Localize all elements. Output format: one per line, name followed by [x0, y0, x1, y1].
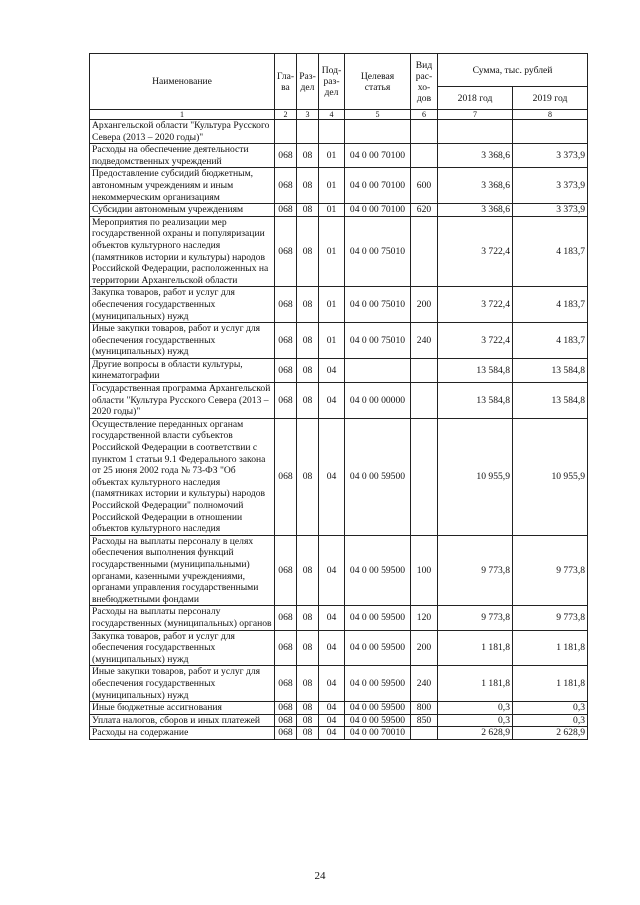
row-section: 08	[297, 606, 319, 630]
table-row	[90, 287, 588, 323]
table-row	[90, 418, 588, 535]
row-sum-2018: 9 773,8	[438, 606, 513, 630]
row-section: 08	[297, 383, 319, 419]
row-sum-2018: 3 368,6	[438, 168, 513, 204]
column-number: 6	[411, 110, 438, 120]
row-chapter: 068	[275, 287, 297, 323]
table-body	[90, 110, 588, 740]
row-expense-type: 100	[411, 535, 438, 606]
table-row	[90, 216, 588, 287]
row-sum-2019: 4 183,7	[513, 287, 588, 323]
table-row	[90, 120, 588, 144]
row-section: 08	[297, 727, 319, 740]
row-name: Архангельской области "Культура Русского Севера (2013 – 2020 годы)"	[90, 120, 275, 144]
row-name: Расходы на выплаты персоналу государственных (муниципальных) органов	[90, 606, 275, 630]
table-row	[90, 204, 588, 217]
row-name: Предоставление субсидий бюджетным, автономным учреждениям и иным некоммерческим организациям	[90, 168, 275, 204]
row-name: Субсидии автономным учреждениям	[90, 204, 275, 217]
row-expense-type	[411, 383, 438, 419]
row-chapter: 068	[275, 606, 297, 630]
row-expense-type: 240	[411, 666, 438, 702]
table-row	[90, 383, 588, 419]
table-row	[90, 358, 588, 382]
row-section	[297, 120, 319, 144]
row-name: Иные закупки товаров, работ и услуг для обеспечения государственных (муниципальных) нужд	[90, 323, 275, 359]
column-number: 5	[345, 110, 411, 120]
row-section: 08	[297, 702, 319, 715]
row-sum-2018: 9 773,8	[438, 535, 513, 606]
row-chapter: 068	[275, 630, 297, 666]
budget-table	[89, 53, 588, 740]
row-sum-2018: 3 722,4	[438, 216, 513, 287]
row-chapter: 068	[275, 666, 297, 702]
header-glava: Гла-ва	[275, 54, 297, 110]
page-number: 24	[314, 870, 326, 882]
row-sum-2018: 13 584,8	[438, 358, 513, 382]
row-sum-2019: 3 373,9	[513, 168, 588, 204]
row-chapter: 068	[275, 323, 297, 359]
column-number: 1	[90, 110, 275, 120]
row-target-article: 04 0 00 70100	[345, 204, 411, 217]
column-number: 7	[438, 110, 513, 120]
row-sum-2018: 1 181,8	[438, 666, 513, 702]
row-expense-type	[411, 358, 438, 382]
row-expense-type: 600	[411, 168, 438, 204]
row-expense-type: 200	[411, 287, 438, 323]
row-target-article: 04 0 00 59500	[345, 418, 411, 535]
row-sum-2018: 0,3	[438, 702, 513, 715]
row-subsection: 04	[319, 358, 345, 382]
row-section: 08	[297, 204, 319, 217]
row-subsection: 01	[319, 216, 345, 287]
row-sum-2019: 0,3	[513, 702, 588, 715]
row-target-article: 04 0 00 59500	[345, 714, 411, 727]
column-number: 8	[513, 110, 588, 120]
row-subsection: 04	[319, 630, 345, 666]
row-sum-2018: 10 955,9	[438, 418, 513, 535]
row-sum-2019: 9 773,8	[513, 606, 588, 630]
row-chapter: 068	[275, 144, 297, 168]
row-chapter: 068	[275, 216, 297, 287]
row-subsection: 04	[319, 606, 345, 630]
row-sum-2019: 3 373,9	[513, 144, 588, 168]
header-year-2018: 2018 год	[438, 87, 513, 110]
row-section: 08	[297, 630, 319, 666]
row-expense-type: 200	[411, 630, 438, 666]
header-razdel: Раз-дел	[297, 54, 319, 110]
row-expense-type	[411, 120, 438, 144]
row-chapter	[275, 120, 297, 144]
row-name: Государственная программа Архангельской области "Культура Русского Севера (2013 – 2020 годы)"	[90, 383, 275, 419]
row-sum-2019	[513, 120, 588, 144]
row-target-article	[345, 358, 411, 382]
row-section: 08	[297, 535, 319, 606]
header-target: Целевая статья	[345, 54, 411, 110]
column-number: 4	[319, 110, 345, 120]
header-sum: Сумма, тыс. рублей	[438, 54, 588, 87]
table-row	[90, 144, 588, 168]
row-name: Расходы на выплаты персоналу в целях обеспечения выполнения функций государственными (муниципальными) органами, казенными учреждениями, органами управления государственными внебюджетными фондами	[90, 535, 275, 606]
row-subsection	[319, 120, 345, 144]
row-sum-2018: 0,3	[438, 714, 513, 727]
row-expense-type: 850	[411, 714, 438, 727]
row-section: 08	[297, 323, 319, 359]
row-subsection: 01	[319, 144, 345, 168]
row-target-article: 04 0 00 70100	[345, 168, 411, 204]
row-expense-type	[411, 144, 438, 168]
row-section: 08	[297, 418, 319, 535]
row-sum-2019: 3 373,9	[513, 204, 588, 217]
row-name: Мероприятия по реализации мер государственной охраны и популяризации объектов культурного наследия (памятников истории и культуры) народов Российской Федерации, расположенных на территории Архангельской области	[90, 216, 275, 287]
row-sum-2018: 3 722,4	[438, 287, 513, 323]
column-number: 3	[297, 110, 319, 120]
row-target-article: 04 0 00 59500	[345, 702, 411, 715]
row-sum-2019: 10 955,9	[513, 418, 588, 535]
row-name: Уплата налогов, сборов и иных платежей	[90, 714, 275, 727]
row-chapter: 068	[275, 535, 297, 606]
row-chapter: 068	[275, 418, 297, 535]
table-row	[90, 323, 588, 359]
row-name: Закупка товаров, работ и услуг для обеспечения государственных (муниципальных) нужд	[90, 287, 275, 323]
header-year-2019: 2019 год	[513, 87, 588, 110]
row-subsection: 04	[319, 666, 345, 702]
row-expense-type	[411, 727, 438, 740]
table-row	[90, 714, 588, 727]
row-target-article: 04 0 00 75010	[345, 216, 411, 287]
table-row	[90, 168, 588, 204]
row-subsection: 04	[319, 727, 345, 740]
header-vid: Вид рас-хо-дов	[411, 54, 438, 110]
row-subsection: 01	[319, 323, 345, 359]
row-name: Осуществление переданных органам государственной власти субъектов Российской Федерации в соответствии с пунктом 1 статьи 9.1 Федерального закона от 25 июня 2002 года № 73-ФЗ "Об объектах культурного наследия (памятниках истории и культуры) народов Российской Федерации" полномочий Российской Федерации в отношении объектов культурного наследия	[90, 418, 275, 535]
row-target-article: 04 0 00 59500	[345, 535, 411, 606]
table-row	[90, 702, 588, 715]
row-name: Расходы на обеспечение деятельности подведомственных учреждений	[90, 144, 275, 168]
column-number-row	[90, 110, 588, 120]
row-name: Иные бюджетные ассигнования	[90, 702, 275, 715]
row-sum-2019: 13 584,8	[513, 383, 588, 419]
row-chapter: 068	[275, 727, 297, 740]
header-name: Наименование	[90, 54, 275, 110]
row-sum-2019: 13 584,8	[513, 358, 588, 382]
row-sum-2018: 3 368,6	[438, 204, 513, 217]
row-section: 08	[297, 358, 319, 382]
row-sum-2019: 0,3	[513, 714, 588, 727]
row-name: Иные закупки товаров, работ и услуг для обеспечения государственных (муниципальных) нужд	[90, 666, 275, 702]
row-subsection: 01	[319, 204, 345, 217]
row-sum-2018: 13 584,8	[438, 383, 513, 419]
row-subsection: 01	[319, 168, 345, 204]
row-target-article: 04 0 00 75010	[345, 287, 411, 323]
row-sum-2018: 2 628,9	[438, 727, 513, 740]
table-row	[90, 535, 588, 606]
row-target-article	[345, 120, 411, 144]
row-expense-type	[411, 418, 438, 535]
row-sum-2018: 3 368,6	[438, 144, 513, 168]
row-sum-2019: 1 181,8	[513, 666, 588, 702]
row-chapter: 068	[275, 702, 297, 715]
row-section: 08	[297, 287, 319, 323]
row-target-article: 04 0 00 75010	[345, 323, 411, 359]
row-expense-type: 120	[411, 606, 438, 630]
row-section: 08	[297, 666, 319, 702]
row-expense-type: 620	[411, 204, 438, 217]
row-subsection: 04	[319, 418, 345, 535]
row-subsection: 04	[319, 383, 345, 419]
row-sum-2018	[438, 120, 513, 144]
row-target-article: 04 0 00 59500	[345, 606, 411, 630]
row-subsection: 04	[319, 714, 345, 727]
column-number: 2	[275, 110, 297, 120]
row-subsection: 01	[319, 287, 345, 323]
row-target-article: 04 0 00 70100	[345, 144, 411, 168]
row-section: 08	[297, 714, 319, 727]
row-chapter: 068	[275, 358, 297, 382]
row-section: 08	[297, 216, 319, 287]
table-row	[90, 727, 588, 740]
header-podrazdel: Под-раз-дел	[319, 54, 345, 110]
row-sum-2018: 3 722,4	[438, 323, 513, 359]
table-row	[90, 606, 588, 630]
row-subsection: 04	[319, 702, 345, 715]
row-expense-type	[411, 216, 438, 287]
row-name: Закупка товаров, работ и услуг для обеспечения государственных (муниципальных) нужд	[90, 630, 275, 666]
row-target-article: 04 0 00 70010	[345, 727, 411, 740]
row-section: 08	[297, 168, 319, 204]
table-row	[90, 630, 588, 666]
row-expense-type: 800	[411, 702, 438, 715]
row-target-article: 04 0 00 00000	[345, 383, 411, 419]
row-target-article: 04 0 00 59500	[345, 666, 411, 702]
row-name: Другие вопросы в области культуры, кинематографии	[90, 358, 275, 382]
row-sum-2019: 4 183,7	[513, 323, 588, 359]
row-sum-2019: 9 773,8	[513, 535, 588, 606]
row-subsection: 04	[319, 535, 345, 606]
row-sum-2019: 2 628,9	[513, 727, 588, 740]
row-chapter: 068	[275, 383, 297, 419]
table-header	[90, 54, 588, 110]
row-name: Расходы на содержание	[90, 727, 275, 740]
row-chapter: 068	[275, 714, 297, 727]
row-section: 08	[297, 144, 319, 168]
row-sum-2019: 4 183,7	[513, 216, 588, 287]
row-chapter: 068	[275, 204, 297, 217]
row-sum-2018: 1 181,8	[438, 630, 513, 666]
table-row	[90, 666, 588, 702]
row-expense-type: 240	[411, 323, 438, 359]
row-target-article: 04 0 00 59500	[345, 630, 411, 666]
row-chapter: 068	[275, 168, 297, 204]
row-sum-2019: 1 181,8	[513, 630, 588, 666]
